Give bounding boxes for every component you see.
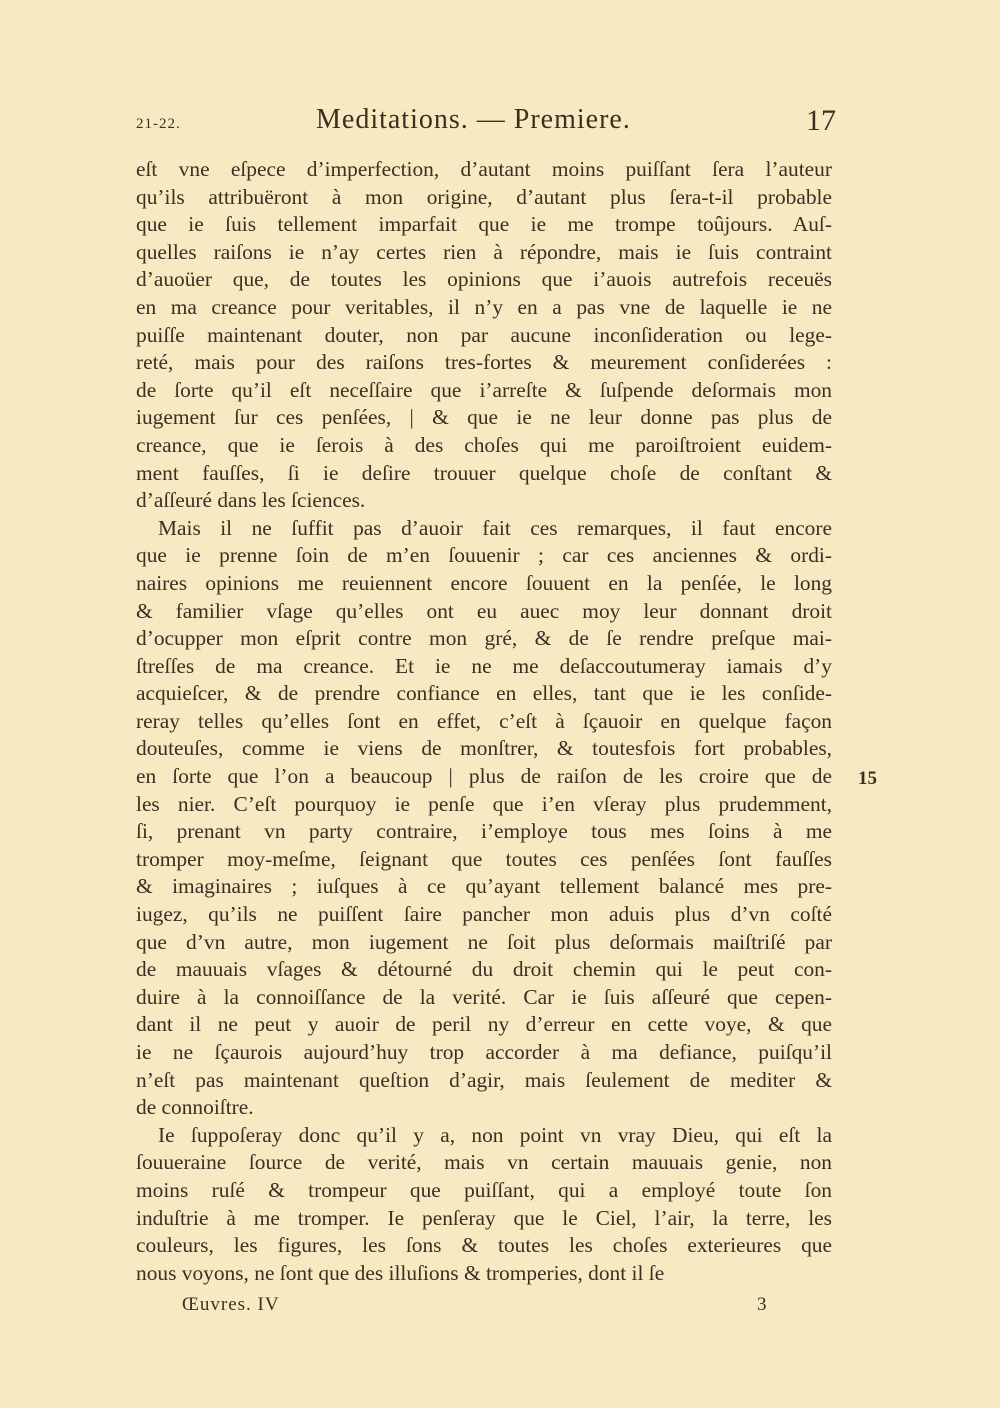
text-line: iugement ſur ces penſées, | & que ie ne leur donne pas plus de [136, 405, 832, 430]
text-line: Ie ſuppoſeray donc qu’il y a, non point vn vray Dieu, qui eſt la [158, 1122, 832, 1147]
text-line: d’aſſeuré dans les ſciences. [136, 488, 366, 513]
text-line: naires opinions me reuiennent encore ſouuent en la penſée, le long [136, 570, 832, 595]
text-line: que d’vn autre, mon iugement ne ſoit plus deſormais maiſtriſé par [136, 929, 832, 954]
text-line: de mauuais vſages & détourné du droit chemin qui le peut con- [136, 957, 832, 982]
footer-sheet-number: 3 [757, 1294, 767, 1315]
text-line: ſi, prenant vn party contraire, i’employe tous mes ſoins à me [136, 819, 832, 844]
text-line: n’eſt pas maintenant queſtion d’agir, mais ſeulement de mediter & [136, 1067, 832, 1092]
text-line: nous voyons, ne ſont que des illuſions & tromperies, dont il ſe [136, 1260, 665, 1285]
text-line: reté, mais pour des raiſons tres-fortes & meurement conſiderées : [136, 350, 832, 375]
text-line: tromper moy-meſme, ſeignant que toutes ces penſées ſont fauſſes [136, 846, 832, 871]
text-line: quelles raiſons ie n’ay certes rien à répondre, mais ie ſuis contraint [136, 239, 832, 264]
text-line: couleurs, les figures, les ſons & toutes les choſes exterieures que [136, 1233, 832, 1258]
text-line: en ſorte que l’on a beaucoup | plus de raiſon de les croire que de [136, 764, 832, 789]
text-line: en ma creance pour veritables, il n’y en a pas vne de laquelle ie ne [136, 294, 832, 319]
text-line: Mais il ne ſuffit pas d’auoir fait ces remarques, il faut encore [158, 515, 832, 540]
body-text [136, 156, 832, 1287]
text-line: douteuſes, comme ie viens de monſtrer, & toutesfois fort probables, [136, 736, 832, 761]
text-line: induſtrie à me tromper. Ie penſeray que le Ciel, l’air, la terre, les [136, 1205, 832, 1230]
text-line: les nier. C’eſt pourquoy ie penſe que i’en vſeray plus prudemment, [136, 791, 832, 816]
text-line: ie ne ſçaurois aujourd’huy trop accorder à ma defiance, puiſqu’il [136, 1040, 832, 1064]
text-line: duire à la connoiſſance de la verité. Car ie ſuis aſſeuré que cepen- [136, 984, 832, 1009]
text-line: ment fauſſes, ſi ie deſire trouuer quelque choſe de conſtant & [136, 460, 832, 485]
text-line: moins ruſé & trompeur que puiſſant, qui a employé toute ſon [136, 1177, 832, 1202]
text-line: de ſorte qu’il eſt neceſſaire que i’arreſte & ſuſpende deſormais mon [136, 377, 832, 402]
text-line: d’ocupper mon eſprit contre mon gré, & de ſe rendre preſque mai- [136, 626, 832, 651]
header-title: Meditations. — Premiere. [316, 104, 631, 135]
text-line: que ie ſuis tellement imparfait que ie me trompe toûjours. Auſ- [136, 212, 832, 237]
page-number: 17 [806, 104, 836, 137]
text-line: qu’ils attribuëront à mon origine, d’autant plus ſera-t-il probable [136, 184, 832, 209]
text-line: acquieſcer, & de prendre confiance en elles, tant que ie les conſide- [136, 681, 832, 706]
text-line: ſtreſſes de ma creance. Et ie ne me deſaccoutumeray iamais d’y [136, 653, 832, 678]
running-header [136, 104, 836, 144]
text-line: & familier vſage qu’elles ont eu auec moy leur donnant droit [136, 598, 832, 623]
text-line: & imaginaires ; iuſques à ce qu’ayant tellement balancé mes pre- [136, 874, 832, 899]
text-line: puiſſe maintenant douter, non par aucune inconſideration ou lege- [136, 322, 832, 347]
text-line: reray telles qu’elles ſont en effet, c’eſt à ſçauoir en quelque façon [136, 708, 832, 733]
margin-line-number: 15 [858, 768, 877, 789]
text-line: creance, que ie ſerois à des choſes qui me paroiſtroient euidem- [136, 432, 832, 457]
text-line: dant il ne peut y auoir de peril ny d’erreur en cette voye, & que [136, 1012, 832, 1037]
text-line: ſouueraine ſource de verité, mais vn certain mauuais genie, non [136, 1150, 832, 1175]
text-line: d’auoüer que, de toutes les opinions que i’auois autrefois receuës [136, 267, 832, 292]
text-line: de connoiſtre. [136, 1095, 254, 1120]
text-line: que ie prenne ſoin de m’en ſouuenir ; car ces anciennes & ordi- [136, 543, 832, 568]
footer-signature: Œuvres. IV [182, 1294, 280, 1315]
header-reference: 21-22. [136, 116, 181, 132]
text-line: iugez, qu’ils ne puiſſent ſaire pancher mon aduis plus d’vn coſté [136, 902, 832, 927]
text-line: eſt vne eſpece d’imperfection, d’autant moins puiſſant ſera l’auteur [136, 157, 832, 181]
